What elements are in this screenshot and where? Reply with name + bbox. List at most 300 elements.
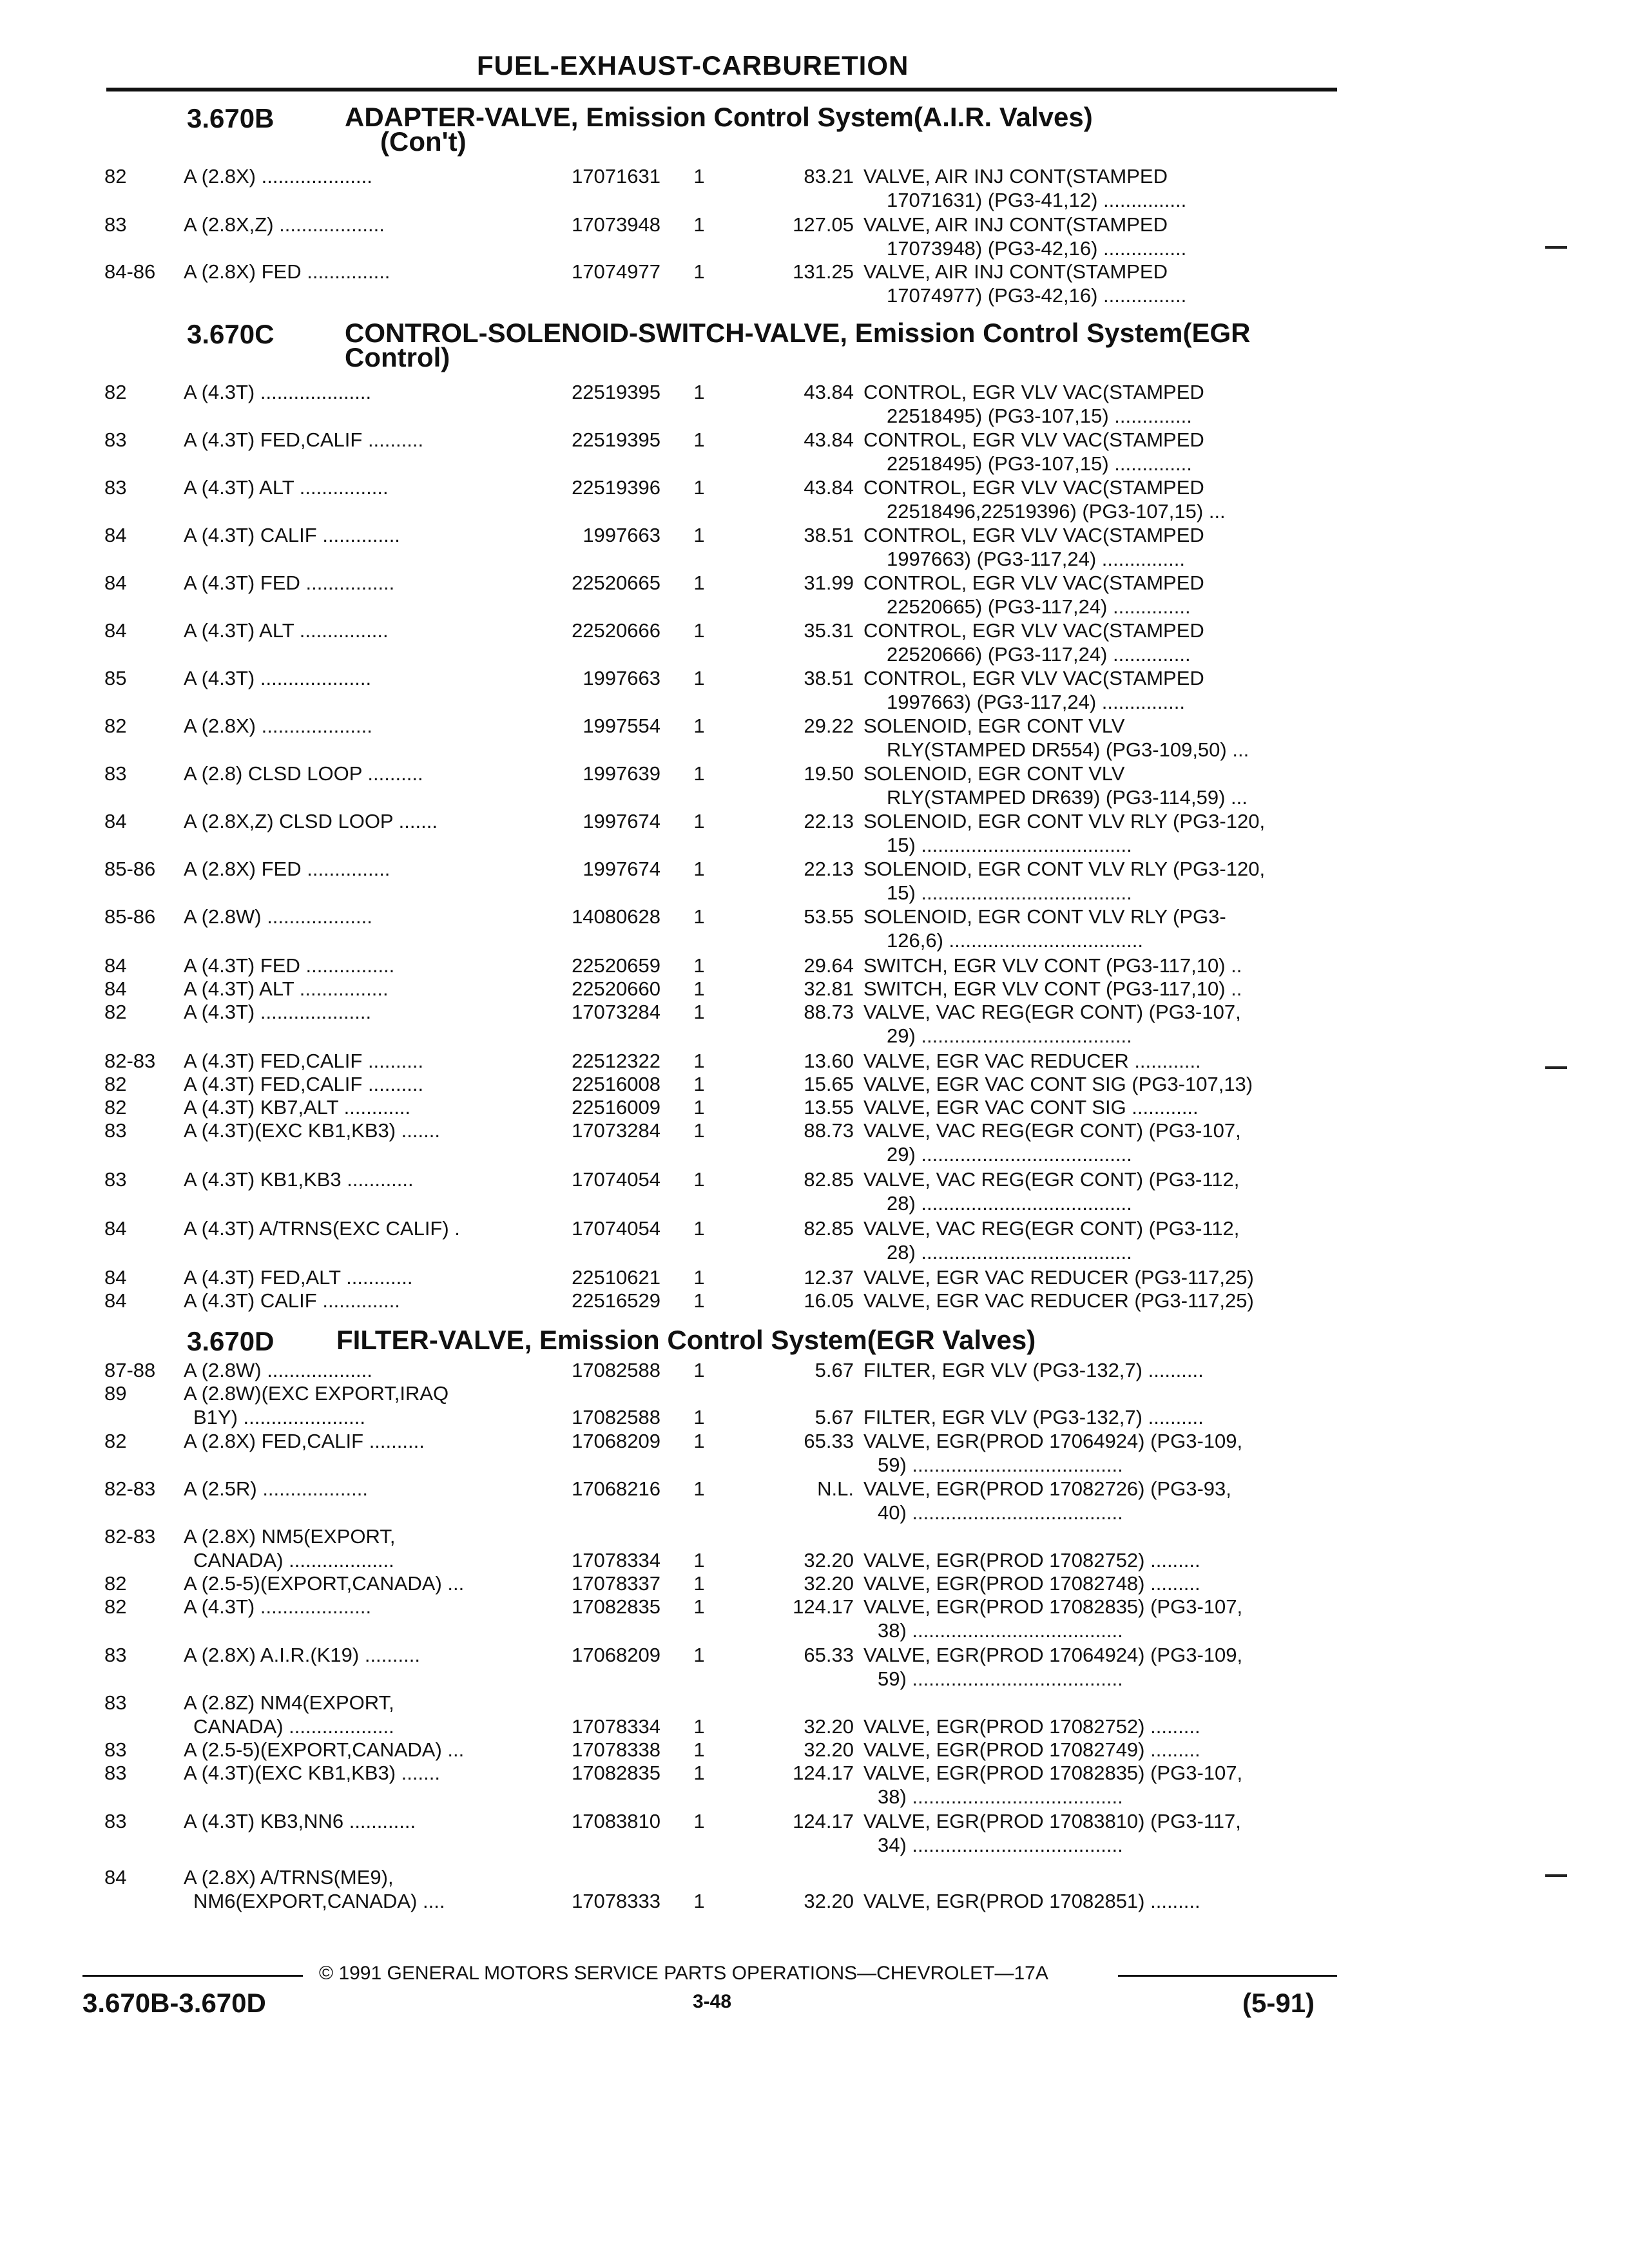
price: 32.20 (804, 1549, 854, 1571)
price: 5.67 (815, 1359, 854, 1381)
part-number: 17073284 (572, 1001, 660, 1023)
description: VALVE, EGR VAC REDUCER ............ (863, 1050, 1201, 1072)
application: A (4.3T) .................... (184, 1595, 372, 1618)
description: VALVE, EGR(PROD 17064924) (PG3-109, (863, 1430, 1243, 1452)
price: 13.60 (804, 1050, 854, 1072)
margin-tick (1545, 246, 1567, 249)
part-number: 17078337 (572, 1572, 660, 1595)
part-number: 17082835 (572, 1595, 660, 1618)
quantity: 1 (693, 1890, 705, 1912)
table-row (0, 1216, 1629, 1268)
price: 15.65 (804, 1073, 854, 1095)
section-title: ADAPTER-VALVE, Emission Control System(A.I.R. Valves) (345, 102, 1093, 132)
application: A (4.3T)(EXC KB1,KB3) ....... (184, 1119, 440, 1142)
quantity: 1 (693, 572, 705, 594)
price: 124.17 (793, 1810, 854, 1832)
year: 82 (104, 1073, 127, 1095)
description: VALVE, AIR INJ CONT(STAMPED (863, 213, 1168, 236)
part-number: 17078333 (572, 1890, 660, 1912)
table-row (0, 1889, 1629, 1941)
section-title: FILTER-VALVE, Emission Control System(EGR Valves) (336, 1325, 1036, 1355)
table-row (0, 428, 1629, 479)
application: A (2.5R) ................... (184, 1477, 368, 1500)
quantity: 1 (693, 1572, 705, 1595)
footer-section-range: 3.670B-3.670D (82, 1988, 266, 2018)
description: SOLENOID, EGR CONT VLV (863, 715, 1125, 737)
description-cont: 22518496,22519396) (PG3-107,15) ... (887, 500, 1226, 523)
quantity: 1 (693, 260, 705, 283)
part-number: 1997554 (583, 715, 660, 737)
table-row (0, 1000, 1629, 1052)
description: VALVE, EGR(PROD 17082851) ......... (863, 1890, 1200, 1912)
table-row (0, 571, 1629, 622)
application: A (2.8X) .................... (184, 165, 372, 187)
quantity: 1 (693, 1715, 705, 1738)
quantity: 1 (693, 213, 705, 236)
description-cont: 22518495) (PG3-107,15) .............. (887, 405, 1192, 427)
quantity: 1 (693, 1762, 705, 1784)
price: 32.20 (804, 1715, 854, 1738)
table-row (0, 1595, 1629, 1646)
quantity: 1 (693, 905, 705, 928)
year: 84 (104, 619, 127, 642)
price: 5.67 (815, 1406, 854, 1428)
table-row (0, 1643, 1629, 1695)
table-row (0, 1761, 1629, 1812)
description: CONTROL, EGR VLV VAC(STAMPED (863, 476, 1204, 499)
part-number: 22520660 (572, 977, 660, 1000)
description-cont: 17071631) (PG3-41,12) ............... (887, 189, 1187, 211)
quantity: 1 (693, 858, 705, 880)
description: VALVE, VAC REG(EGR CONT) (PG3-112, (863, 1217, 1240, 1240)
description-cont: 17073948) (PG3-42,16) ............... (887, 237, 1187, 260)
quantity: 1 (693, 1096, 705, 1119)
part-number: 17078334 (572, 1715, 660, 1738)
application: A (4.3T) FED ................ (184, 954, 395, 977)
description: SOLENOID, EGR CONT VLV RLY (PG3-120, (863, 810, 1266, 832)
section-title: CONTROL-SOLENOID-SWITCH-VALVE, Emission Control System(EGR (345, 318, 1251, 348)
price: 32.20 (804, 1890, 854, 1912)
price: N.L. (817, 1477, 854, 1500)
table-row (0, 714, 1629, 765)
part-number: 22520665 (572, 572, 660, 594)
part-number: 17082588 (572, 1406, 660, 1428)
price: 32.81 (804, 977, 854, 1000)
description-cont: 22518495) (PG3-107,15) .............. (887, 452, 1192, 475)
application: A (2.5-5)(EXPORT,CANADA) ... (184, 1572, 465, 1595)
table-row (0, 1429, 1629, 1481)
description: VALVE, VAC REG(EGR CONT) (PG3-107, (863, 1001, 1241, 1023)
year: 82-83 (104, 1477, 156, 1500)
application: A (4.3T) CALIF .............. (184, 1289, 400, 1312)
page-header-title: FUEL-EXHAUST-CARBURETION (477, 50, 909, 81)
quantity: 1 (693, 1406, 705, 1428)
description: CONTROL, EGR VLV VAC(STAMPED (863, 428, 1204, 451)
price: 53.55 (804, 905, 854, 928)
part-number: 22519396 (572, 476, 660, 499)
application: A (4.3T) ALT ................ (184, 619, 389, 642)
year: 84 (104, 572, 127, 594)
quantity: 1 (693, 619, 705, 642)
application: A (4.3T) ALT ................ (184, 476, 389, 499)
year: 82 (104, 1096, 127, 1119)
year: 84 (104, 1266, 127, 1289)
part-number: 17083810 (572, 1810, 660, 1832)
description: CONTROL, EGR VLV VAC(STAMPED (863, 619, 1204, 642)
description: FILTER, EGR VLV (PG3-132,7) .......... (863, 1359, 1204, 1381)
part-number: 17068209 (572, 1430, 660, 1452)
footer-date: (5-91) (1242, 1988, 1315, 2018)
application: A (4.3T) FED,CALIF .......... (184, 1050, 424, 1072)
application: A (2.8X) A/TRNS(ME9), (184, 1866, 394, 1888)
quantity: 1 (693, 1359, 705, 1381)
quantity: 1 (693, 524, 705, 546)
part-number: 22510621 (572, 1266, 660, 1289)
part-number: 17071631 (572, 165, 660, 187)
quantity: 1 (693, 1050, 705, 1072)
part-number: 17082588 (572, 1359, 660, 1381)
description: CONTROL, EGR VLV VAC(STAMPED (863, 524, 1204, 546)
table-row (0, 476, 1629, 527)
section-title-cont: (Con't) (380, 126, 467, 157)
price: 65.33 (804, 1644, 854, 1666)
year: 82 (104, 165, 127, 187)
part-number: 17068216 (572, 1477, 660, 1500)
description-cont: 126,6) ................................... (887, 929, 1143, 952)
year: 84 (104, 524, 127, 546)
table-row (0, 1809, 1629, 1861)
year: 85-86 (104, 905, 156, 928)
part-number: 17078334 (572, 1549, 660, 1571)
application: A (2.5-5)(EXPORT,CANADA) ... (184, 1738, 465, 1761)
year: 82 (104, 1001, 127, 1023)
year: 84 (104, 1289, 127, 1312)
price: 29.22 (804, 715, 854, 737)
price: 22.13 (804, 810, 854, 832)
description-cont: RLY(STAMPED DR554) (PG3-109,50) ... (887, 738, 1249, 761)
price: 43.84 (804, 428, 854, 451)
year: 83 (104, 1168, 127, 1191)
application: A (4.3T)(EXC KB1,KB3) ....... (184, 1762, 440, 1784)
application: A (2.8X) A.I.R.(K19) .......... (184, 1644, 420, 1666)
price: 131.25 (793, 260, 854, 283)
quantity: 1 (693, 762, 705, 785)
table-row (0, 1119, 1629, 1170)
quantity: 1 (693, 165, 705, 187)
quantity: 1 (693, 954, 705, 977)
year: 82 (104, 1572, 127, 1595)
quantity: 1 (693, 1119, 705, 1142)
year: 89 (104, 1382, 127, 1405)
quantity: 1 (693, 476, 705, 499)
year: 84 (104, 1217, 127, 1240)
quantity: 1 (693, 381, 705, 403)
description: VALVE, VAC REG(EGR CONT) (PG3-107, (863, 1119, 1241, 1142)
description: VALVE, EGR(PROD 17082748) ......... (863, 1572, 1200, 1595)
part-number: 17073948 (572, 213, 660, 236)
application: A (4.3T) .................... (184, 381, 372, 403)
year: 82 (104, 715, 127, 737)
part-number: 22520666 (572, 619, 660, 642)
price: 88.73 (804, 1001, 854, 1023)
application: A (2.8X) FED,CALIF .......... (184, 1430, 425, 1452)
year: 82 (104, 1430, 127, 1452)
part-number: 22519395 (572, 428, 660, 451)
price: 31.99 (804, 572, 854, 594)
application-cont: CANADA) ................... (193, 1549, 394, 1571)
description-cont: 40) ...................................... (878, 1501, 1123, 1524)
quantity: 1 (693, 1810, 705, 1832)
section-code: 3.670B (187, 103, 275, 133)
year: 83 (104, 1810, 127, 1832)
description-cont: 28) ...................................... (887, 1241, 1132, 1264)
year: 82 (104, 381, 127, 403)
description-cont: 17074977) (PG3-42,16) ............... (887, 284, 1187, 307)
table-row (0, 1477, 1629, 1528)
price: 16.05 (804, 1289, 854, 1312)
price: 65.33 (804, 1430, 854, 1452)
description-cont: 28) ...................................... (887, 1192, 1132, 1215)
description: SOLENOID, EGR CONT VLV RLY (PG3-120, (863, 858, 1266, 880)
margin-tick (1545, 1066, 1567, 1069)
price: 13.55 (804, 1096, 854, 1119)
part-number: 1997674 (583, 858, 660, 880)
quantity: 1 (693, 715, 705, 737)
application: A (2.8X) FED ............... (184, 260, 390, 283)
footer-rule-left (82, 1975, 303, 1977)
year: 85-86 (104, 858, 156, 880)
application: A (4.3T) A/TRNS(EXC CALIF) . (184, 1217, 460, 1240)
quantity: 1 (693, 1644, 705, 1666)
year: 87-88 (104, 1359, 156, 1381)
part-number: 22516009 (572, 1096, 660, 1119)
part-number: 22516529 (572, 1289, 660, 1312)
quantity: 1 (693, 1549, 705, 1571)
application: A (4.3T) ALT ................ (184, 977, 389, 1000)
description-cont: 29) ...................................... (887, 1143, 1132, 1166)
description: VALVE, EGR(PROD 17082752) ......... (863, 1549, 1200, 1571)
application: A (2.8X,Z) ................... (184, 213, 385, 236)
price: 38.51 (804, 667, 854, 689)
description: VALVE, EGR(PROD 17082835) (PG3-107, (863, 1595, 1243, 1618)
year: 83 (104, 1644, 127, 1666)
application: A (2.8X) NM5(EXPORT, (184, 1525, 396, 1548)
description: VALVE, AIR INJ CONT(STAMPED (863, 165, 1168, 187)
description-cont: 15) ...................................... (887, 881, 1132, 904)
quantity: 1 (693, 1001, 705, 1023)
table-row (0, 857, 1629, 908)
table-row (0, 1168, 1629, 1219)
quantity: 1 (693, 428, 705, 451)
price: 43.84 (804, 381, 854, 403)
footer-rule-right (1118, 1975, 1337, 1977)
part-number: 17078338 (572, 1738, 660, 1761)
application-cont: CANADA) ................... (193, 1715, 394, 1738)
description-cont: 1997663) (PG3-117,24) ............... (887, 548, 1185, 570)
application: A (2.8X,Z) CLSD LOOP ....... (184, 810, 438, 832)
price: 32.20 (804, 1738, 854, 1761)
quantity: 1 (693, 1477, 705, 1500)
application: A (4.3T) CALIF .............. (184, 524, 400, 546)
part-number: 14080628 (572, 905, 660, 928)
year: 83 (104, 428, 127, 451)
part-number: 1997674 (583, 810, 660, 832)
price: 82.85 (804, 1168, 854, 1191)
year: 84 (104, 954, 127, 977)
year: 82-83 (104, 1050, 156, 1072)
year: 84-86 (104, 260, 156, 283)
description: FILTER, EGR VLV (PG3-132,7) .......... (863, 1406, 1204, 1428)
description: SOLENOID, EGR CONT VLV RLY (PG3- (863, 905, 1226, 928)
quantity: 1 (693, 1595, 705, 1618)
description: VALVE, AIR INJ CONT(STAMPED (863, 260, 1168, 283)
description: VALVE, EGR(PROD 17064924) (PG3-109, (863, 1644, 1243, 1666)
table-row (0, 809, 1629, 861)
year: 82-83 (104, 1525, 156, 1548)
part-number: 17074977 (572, 260, 660, 283)
quantity: 1 (693, 667, 705, 689)
part-number: 22516008 (572, 1073, 660, 1095)
year: 83 (104, 1691, 127, 1714)
application: A (4.3T) .................... (184, 667, 372, 689)
application: A (2.8) CLSD LOOP .......... (184, 762, 423, 785)
margin-tick (1545, 1874, 1567, 1877)
price: 29.64 (804, 954, 854, 977)
section-title-cont: Control) (345, 342, 450, 372)
quantity: 1 (693, 810, 705, 832)
part-number: 17074054 (572, 1168, 660, 1191)
application: A (4.3T) FED,ALT ............ (184, 1266, 413, 1289)
year: 82 (104, 1595, 127, 1618)
description-cont: RLY(STAMPED DR639) (PG3-114,59) ... (887, 786, 1248, 809)
description-cont: 38) ...................................... (878, 1619, 1123, 1642)
application: A (4.3T) .................... (184, 1001, 372, 1023)
description-cont: 29) ...................................... (887, 1024, 1132, 1047)
application: A (4.3T) FED,CALIF .......... (184, 428, 424, 451)
part-number: 17068209 (572, 1644, 660, 1666)
description: VALVE, EGR(PROD 17082752) ......... (863, 1715, 1200, 1738)
description: SWITCH, EGR VLV CONT (PG3-117,10) .. (863, 977, 1242, 1000)
price: 88.73 (804, 1119, 854, 1142)
application: A (4.3T) FED,CALIF .......... (184, 1073, 424, 1095)
part-number: 22512322 (572, 1050, 660, 1072)
description-cont: 22520666) (PG3-117,24) .............. (887, 643, 1191, 666)
table-row (0, 762, 1629, 813)
description: VALVE, EGR VAC CONT SIG ............ (863, 1096, 1199, 1119)
part-number: 22519395 (572, 381, 660, 403)
description: VALVE, EGR VAC REDUCER (PG3-117,25) (863, 1266, 1254, 1289)
quantity: 1 (693, 977, 705, 1000)
table-row (0, 213, 1629, 264)
year: 84 (104, 810, 127, 832)
description: CONTROL, EGR VLV VAC(STAMPED (863, 667, 1204, 689)
quantity: 1 (693, 1168, 705, 1191)
price: 35.31 (804, 619, 854, 642)
quantity: 1 (693, 1073, 705, 1095)
table-row (0, 905, 1629, 956)
price: 19.50 (804, 762, 854, 785)
description: VALVE, VAC REG(EGR CONT) (PG3-112, (863, 1168, 1240, 1191)
quantity: 1 (693, 1738, 705, 1761)
description: VALVE, EGR VAC REDUCER (PG3-117,25) (863, 1289, 1254, 1312)
price: 22.13 (804, 858, 854, 880)
application: A (2.8W)(EXC EXPORT,IRAQ (184, 1382, 449, 1405)
year: 83 (104, 762, 127, 785)
description-cont: 59) ...................................... (878, 1667, 1123, 1690)
table-row (0, 523, 1629, 575)
year: 84 (104, 1866, 127, 1888)
year: 83 (104, 1762, 127, 1784)
table-row (0, 380, 1629, 432)
description: VALVE, EGR VAC CONT SIG (PG3-107,13) (863, 1073, 1253, 1095)
description-cont: 34) ...................................... (878, 1834, 1123, 1856)
quantity: 1 (693, 1430, 705, 1452)
application: A (4.3T) KB7,ALT ............ (184, 1096, 411, 1119)
description: VALVE, EGR(PROD 17082835) (PG3-107, (863, 1762, 1243, 1784)
section-code: 3.670C (187, 319, 275, 349)
price: 124.17 (793, 1595, 854, 1618)
description-cont: 22520665) (PG3-117,24) .............. (887, 595, 1191, 618)
year: 84 (104, 977, 127, 1000)
application: A (2.8Z) NM4(EXPORT, (184, 1691, 394, 1714)
part-number: 1997663 (583, 524, 660, 546)
quantity: 1 (693, 1217, 705, 1240)
application: A (4.3T) FED ................ (184, 572, 395, 594)
part-number: 22520659 (572, 954, 660, 977)
description: SOLENOID, EGR CONT VLV (863, 762, 1125, 785)
header-rule (106, 88, 1337, 91)
table-row (0, 619, 1629, 670)
part-number: 17073284 (572, 1119, 660, 1142)
year: 83 (104, 1119, 127, 1142)
part-number: 17082835 (572, 1762, 660, 1784)
footer-copyright: © 1991 GENERAL MOTORS SERVICE PARTS OPERATIONS—CHEVROLET—17A (319, 1963, 1048, 1984)
section-code: 3.670D (187, 1326, 275, 1356)
footer-page-number: 3-48 (693, 1991, 732, 2012)
application: A (4.3T) KB1,KB3 ............ (184, 1168, 414, 1191)
description-cont: 38) ...................................... (878, 1785, 1123, 1808)
description-cont: 1997663) (PG3-117,24) ............... (887, 691, 1185, 713)
application-cont: NM6(EXPORT,CANADA) .... (193, 1890, 445, 1912)
application: A (4.3T) KB3,NN6 ............ (184, 1810, 416, 1832)
table-row (0, 666, 1629, 718)
description: SWITCH, EGR VLV CONT (PG3-117,10) .. (863, 954, 1242, 977)
description: VALVE, EGR(PROD 17083810) (PG3-117, (863, 1810, 1241, 1832)
price: 12.37 (804, 1266, 854, 1289)
description: VALVE, EGR(PROD 17082726) (PG3-93, (863, 1477, 1231, 1500)
year: 83 (104, 476, 127, 499)
price: 32.20 (804, 1572, 854, 1595)
description-cont: 59) ...................................... (878, 1454, 1123, 1476)
description: CONTROL, EGR VLV VAC(STAMPED (863, 381, 1204, 403)
year: 83 (104, 1738, 127, 1761)
quantity: 1 (693, 1266, 705, 1289)
application: A (2.8X) FED ............... (184, 858, 390, 880)
quantity: 1 (693, 1289, 705, 1312)
application-cont: B1Y) ...................... (193, 1406, 366, 1428)
price: 127.05 (793, 213, 854, 236)
application: A (2.8X) .................... (184, 715, 372, 737)
application: A (2.8W) ................... (184, 1359, 372, 1381)
table-row (0, 260, 1629, 311)
part-number: 1997663 (583, 667, 660, 689)
price: 124.17 (793, 1762, 854, 1784)
price: 43.84 (804, 476, 854, 499)
description: CONTROL, EGR VLV VAC(STAMPED (863, 572, 1204, 594)
price: 83.21 (804, 165, 854, 187)
price: 82.85 (804, 1217, 854, 1240)
year: 83 (104, 213, 127, 236)
